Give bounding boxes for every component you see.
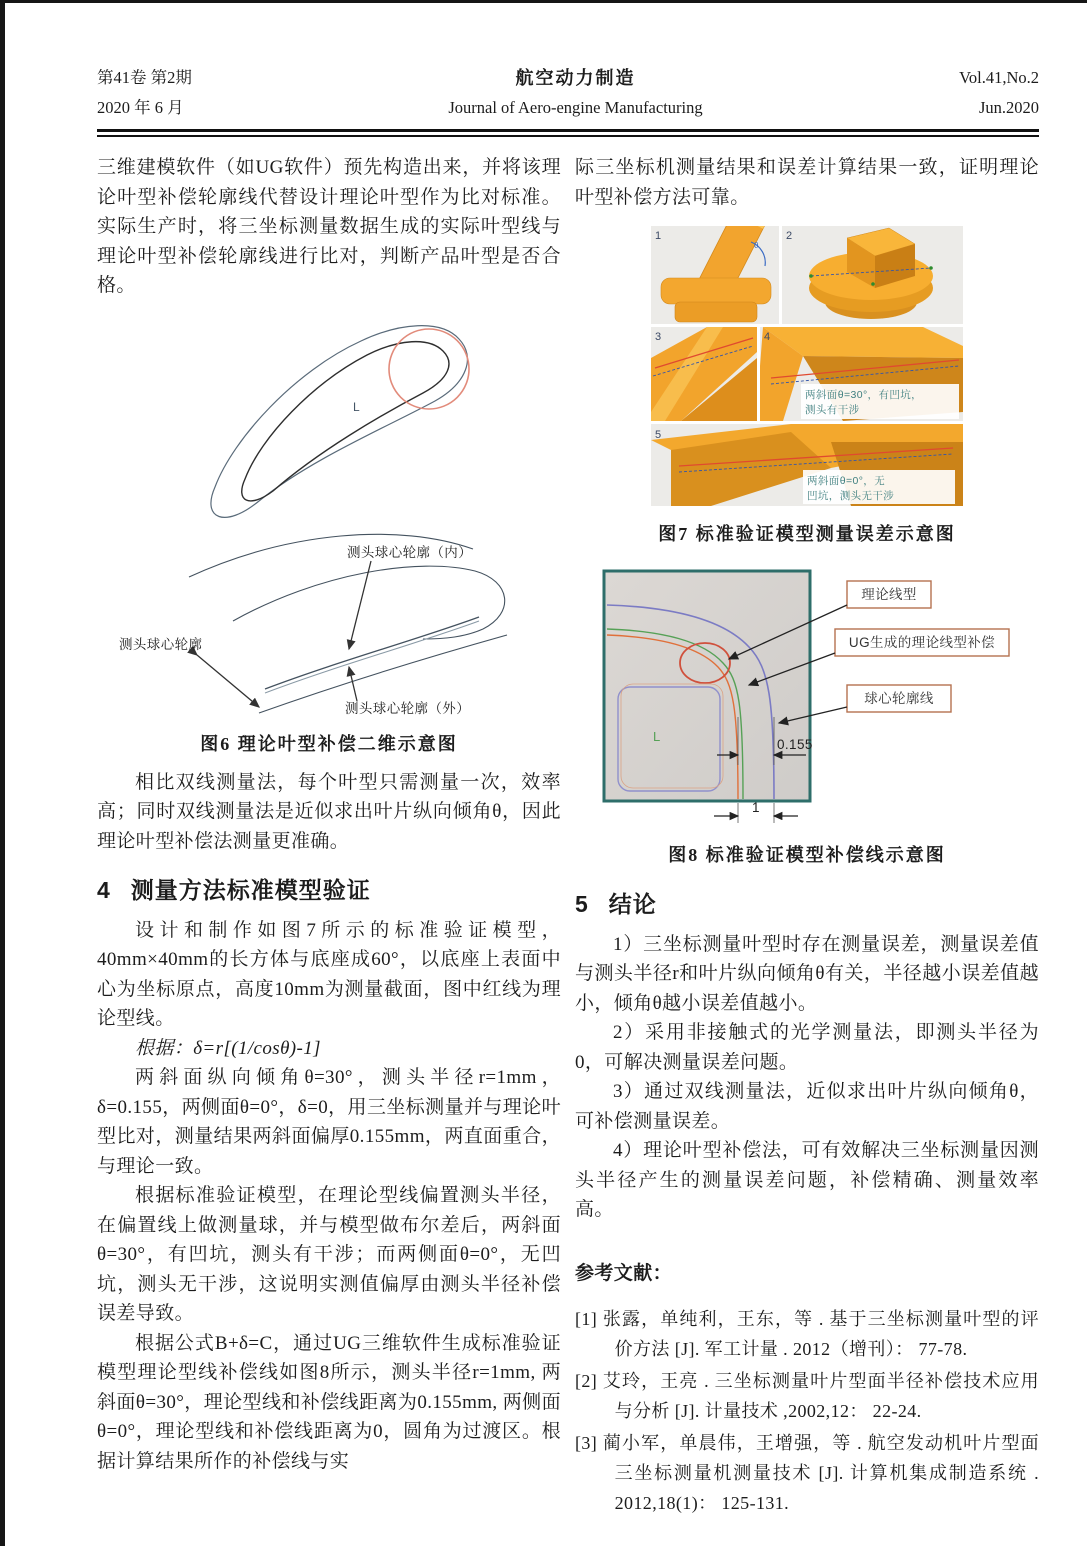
label-probe-inner: 测头球心轮廓（内） bbox=[347, 544, 473, 560]
model-frame bbox=[604, 571, 810, 801]
arrow-outer bbox=[349, 667, 357, 701]
figure-6-drawing bbox=[99, 309, 559, 717]
section-5-title: 结论 bbox=[608, 891, 657, 917]
section-4-heading bbox=[97, 876, 561, 906]
volume-issue-cn: 第41卷 第2期 bbox=[97, 68, 192, 87]
detail-edge-line-1 bbox=[265, 617, 479, 689]
references-list bbox=[575, 1304, 1039, 1518]
leading-edge-highlight-circle bbox=[389, 329, 469, 409]
label-probe-outer: 测头球心轮廓（外） bbox=[345, 700, 471, 716]
figure-6 bbox=[97, 309, 561, 760]
figure-8-caption: 图8 标准验证模型补偿线示意图 bbox=[668, 844, 946, 865]
date-en: Jun.2020 bbox=[978, 98, 1039, 117]
fig7-panel-3 bbox=[651, 327, 757, 421]
figure-7-image bbox=[651, 226, 963, 506]
conclusion-4: 4）理论叶型补偿法，可有效解决三坐标测量因测头半径产生的测量误差问题，补偿精确、测量效率高。 bbox=[575, 1140, 1039, 1220]
section-5-number: 5 bbox=[575, 891, 589, 917]
right-column bbox=[575, 153, 1039, 1520]
page-header bbox=[97, 63, 1039, 123]
reference-item: [2] 艾玲，王亮 . 三坐标测量叶片型面半径补偿技术应用与分析 [J]. 计量技术 ,2002,12： 22-24. bbox=[575, 1371, 1039, 1421]
panel-5-number: 5 bbox=[655, 429, 662, 441]
label-theory-text: 理论线型 bbox=[861, 587, 917, 602]
header-double-rule bbox=[97, 129, 1039, 137]
journal-title-en: Journal of Aero-engine Manufacturing bbox=[448, 98, 703, 117]
origin-l-mark: L bbox=[653, 729, 661, 744]
callout-2-line-2: 凹坑，测头无干涉 bbox=[807, 490, 895, 502]
reference-item: [3] 蔺小军，单晨伟，王增强，等 . 航空发动机叶片型面三坐标测量机测量技术 [J]. 计算机集成制造系统 . 2012,18(1)： 125-131. bbox=[575, 1433, 1039, 1513]
fig7-panel-1 bbox=[651, 226, 779, 324]
detail-edge-line-2 bbox=[265, 621, 479, 693]
paragraph: 根据公式B+δ=C，通过UG三维软件生成标准验证模型理论型线补偿线如图8所示，测头半径r=1mm, 两斜面θ=30°，理论型线和补偿线距离为0.155mm, 两侧面θ=0°，理论型线和补偿线距离为0，圆角为过渡区。根据计算结果所作的补偿线与实 bbox=[97, 1332, 561, 1472]
figure-6-caption: 图6 理论叶型补偿二维示意图 bbox=[200, 734, 458, 754]
paragraph: 际三坐标机测量结果和误差计算结果一致，证明理论叶型补偿方法可靠。 bbox=[575, 157, 1039, 208]
section-4-number: 4 bbox=[97, 877, 111, 903]
section-5-heading bbox=[575, 890, 1039, 920]
header-right bbox=[959, 63, 1039, 123]
reference-item: [1] 张露，单纯利，王东，等 . 基于三坐标测量叶型的评价方法 [J]. 军工计量 . 2012（增刊）： 77-78. bbox=[575, 1309, 1039, 1359]
paragraph: 根据标准验证模型，在理论型线偏置测头半径，在偏置线上做测量球，并与模型做布尔差后，两斜面θ=30°，有凹坑，测头有干涉；而两侧面θ=0°，无凹坑，测头无干涉，这说明实测值偏厚由测头半径补偿误差导致。 bbox=[97, 1185, 561, 1324]
label-ug-text: UG生成的理论线型补偿 bbox=[848, 635, 996, 650]
fig7-panel-5 bbox=[651, 424, 963, 506]
arrow-left bbox=[197, 655, 259, 707]
panel-1-number: 1 bbox=[655, 230, 662, 242]
paragraph: 两斜面纵向倾角θ=30°，测头半径r=1mm，δ=0.155，两侧面θ=0°，δ=0，用三坐标测量并与理论叶型比对，测量结果两斜面偏厚0.155mm，两直面重合，与理论一致。 bbox=[97, 1067, 561, 1177]
section-4-title: 测量方法标准模型验证 bbox=[130, 877, 371, 903]
volume-issue-en: Vol.41,No.2 bbox=[959, 68, 1039, 87]
date-cn: 2020 年 6 月 bbox=[97, 98, 184, 117]
detail-wrap-arc bbox=[233, 566, 505, 639]
label-ball-text: 球心轮廓线 bbox=[864, 691, 934, 706]
figure-8 bbox=[575, 567, 1039, 870]
figure-7 bbox=[575, 226, 1039, 549]
fig7-panel-2 bbox=[782, 226, 963, 324]
svg-text:θ: θ bbox=[754, 241, 759, 250]
dimension-0155: 0.155 bbox=[777, 737, 813, 752]
callout-2-line-1: 两斜面θ=0°，无 bbox=[807, 475, 886, 487]
conclusion-1: 1）三坐标测量叶型时存在测量误差，测量误差值与测头半径r和叶片纵向倾角θ有关，半径越小误差值越小，倾角θ越小误差值越小。 bbox=[575, 933, 1039, 1014]
header-left bbox=[97, 63, 192, 123]
formula-delta: 根据：δ=r[(1/cosθ)-1] bbox=[135, 1037, 321, 1059]
journal-title-cn: 航空动力制造 bbox=[515, 68, 636, 88]
paragraph: 三维建模软件（如UG软件）预先构造出来，并将该理论叶型补偿轮廓线代替设计理论叶型作为比对标准。实际生产时，将三坐标测量数据生成的实际叶型线与理论叶型补偿轮廓线进行比对，判断产品叶型是否合格。 bbox=[97, 157, 561, 296]
panel-4-number: 4 bbox=[764, 331, 771, 343]
paragraph: 相比双线测量法，每个叶型只需测量一次，效率高；同时双线测量法是近似求出叶片纵向倾角θ，因此理论叶型补偿法测量更准确。 bbox=[97, 771, 561, 852]
conclusion-2: 2）采用非接触式的光学测量法，即测头半径为0，可解决测量误差问题。 bbox=[575, 1022, 1039, 1073]
left-column bbox=[97, 153, 561, 1520]
blade-inner-profile bbox=[242, 341, 449, 500]
panel-3-number: 3 bbox=[655, 331, 662, 343]
blade-l-mark: L bbox=[353, 399, 361, 414]
paragraph: 设计和制作如图7所示的标准验证模型，40mm×40mm的长方体与底座成60°，以底座上表面中心为坐标原点，高度10mm为测量截面，图中红线为理论型线。 bbox=[97, 919, 561, 1029]
panel-2-number: 2 bbox=[786, 230, 793, 242]
figure-8-image bbox=[601, 567, 1013, 827]
figure-7-caption: 图7 标准验证模型测量误差示意图 bbox=[658, 523, 956, 544]
conclusion-3: 3）通过双线测量法，近似求出叶片纵向倾角θ，可补偿测量误差。 bbox=[575, 1081, 1039, 1132]
callout-1-line-2: 测头有干涉 bbox=[805, 404, 860, 416]
header-center bbox=[448, 63, 702, 123]
blade-outer-contour bbox=[211, 325, 468, 517]
label-probe-center: 测头球心轮廓 bbox=[119, 636, 203, 652]
fig7-panel-4 bbox=[760, 327, 963, 421]
references-heading: 参考文献： bbox=[575, 1262, 673, 1284]
dimension-1: 1 bbox=[752, 800, 760, 815]
callout-1-line-1: 两斜面θ=30°，有凹坑， bbox=[805, 389, 923, 401]
